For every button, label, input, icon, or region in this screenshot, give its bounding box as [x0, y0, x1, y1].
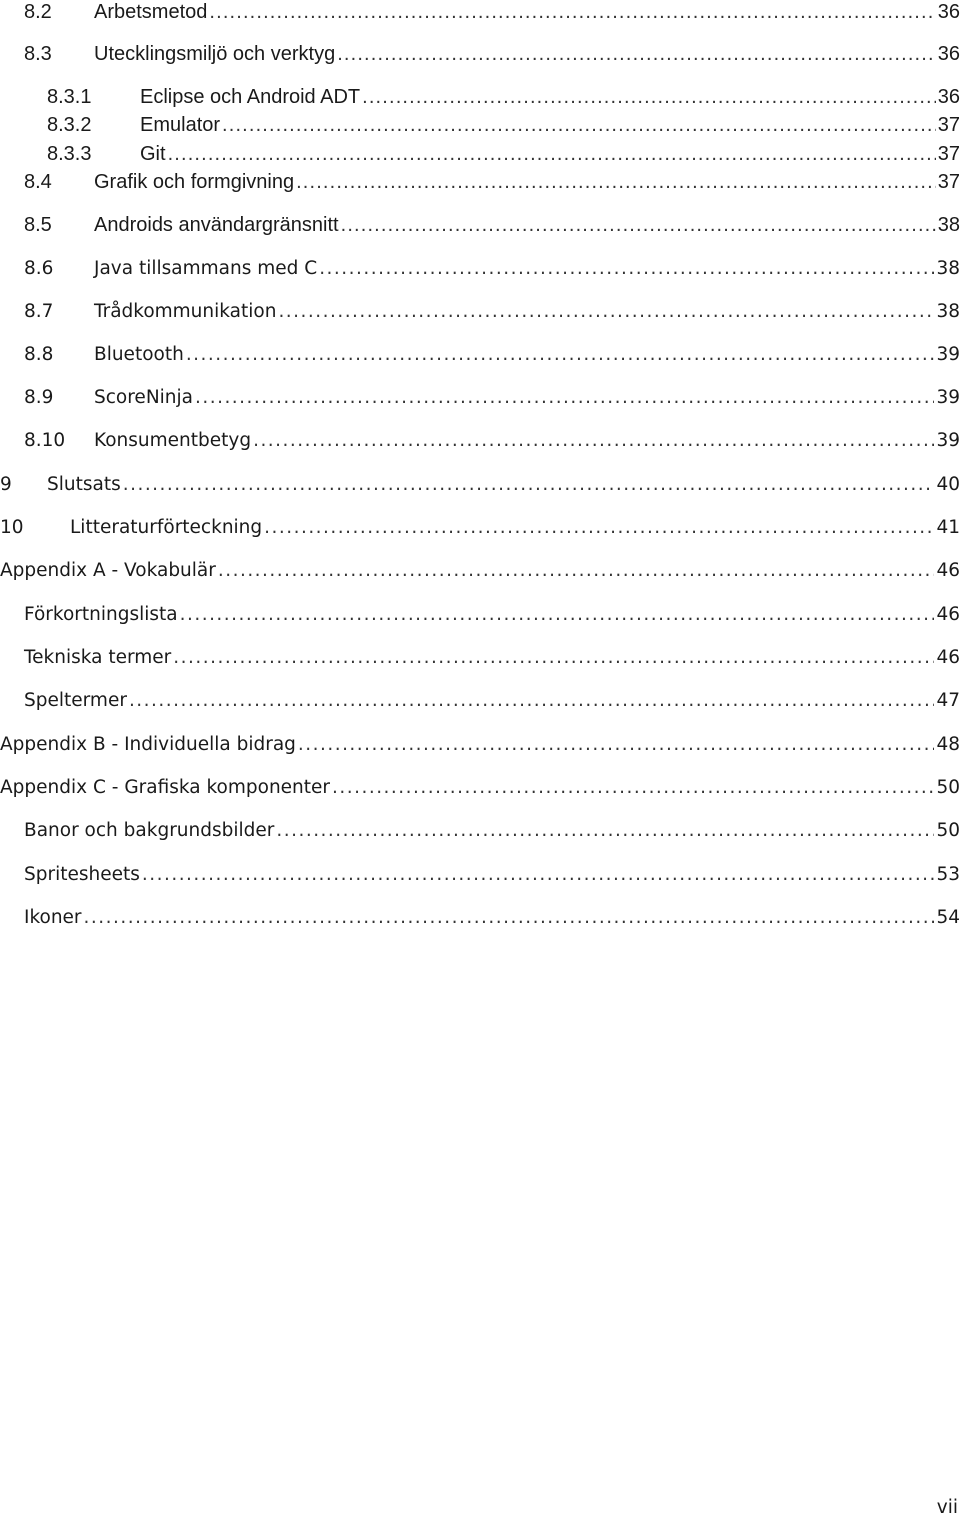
dot-leader: [276, 817, 934, 845]
toc-entry-title: Trådkommunikation: [94, 301, 277, 322]
toc-entry-page: 39: [936, 344, 960, 365]
toc-entry-title: Konsumentbetyg: [94, 430, 252, 451]
toc-entry-title: ScoreNinja: [94, 387, 193, 408]
toc-entry-page: 50: [936, 777, 960, 798]
toc-entry-appendix-b[interactable]: [0, 731, 960, 759]
toc-entry-appendix-c[interactable]: [0, 774, 960, 802]
toc-entry-title: Banor och bakgrundsbilder: [24, 820, 275, 841]
dot-leader: [180, 601, 935, 629]
toc-entry-8-2[interactable]: [0, 0, 960, 26]
toc-entry-forkortningslista[interactable]: [0, 601, 960, 629]
toc-entry-page: 48: [936, 734, 960, 755]
toc-entry-number: 8.5: [24, 214, 52, 236]
dot-leader: [319, 255, 934, 283]
toc-entry-8-9[interactable]: [0, 384, 960, 412]
dot-leader: [186, 341, 935, 369]
toc-entry-number: 8.4: [24, 171, 52, 193]
dot-leader: [168, 140, 936, 168]
toc-entry-page: 47: [936, 690, 960, 711]
toc-entry-page: 36: [937, 86, 960, 108]
toc-entry-page: 39: [936, 430, 960, 451]
toc-entry-speltermer[interactable]: [0, 687, 960, 715]
toc-entry-number: 8.7: [24, 301, 54, 322]
toc-entry-number: 9: [0, 474, 12, 495]
toc-entry-title: Appendix C - Grafiska komponenter: [0, 777, 331, 798]
toc-entry-page: 53: [936, 864, 960, 885]
page-number: vii: [936, 1497, 958, 1518]
toc-entry-title: Appendix B - Individuella bidrag: [0, 734, 296, 755]
toc-entry-page: 38: [936, 301, 960, 322]
toc-entry-8-3-3[interactable]: [0, 140, 960, 168]
toc-entry-page: 37: [937, 114, 960, 136]
toc-entry-title: Slutsats: [47, 474, 121, 495]
toc-entry-page: 46: [936, 560, 960, 581]
toc-entry-title: Speltermer: [24, 690, 127, 711]
toc-entry-title: Utecklingsmiljö och verktyg: [94, 43, 336, 65]
toc-entry-8-5[interactable]: [0, 211, 960, 239]
toc-entry-spritesheets[interactable]: [0, 861, 960, 889]
dot-leader: [296, 168, 936, 196]
toc-entry-page: 46: [936, 647, 960, 668]
toc-entry-8-4[interactable]: [0, 168, 960, 196]
toc-entry-tekniska-termer[interactable]: [0, 644, 960, 672]
toc-entry-page: 37: [937, 143, 960, 165]
dot-leader: [173, 644, 934, 672]
toc-entry-title: Tekniska termer: [24, 647, 172, 668]
toc-entry-banor[interactable]: [0, 817, 960, 845]
toc-entry-page: 41: [936, 517, 960, 538]
toc-entry-title: Spritesheets: [24, 864, 140, 885]
toc-entry-title: Appendix A - Vokabulär: [0, 560, 216, 581]
toc-entry-8-7[interactable]: [0, 298, 960, 326]
dot-leader: [209, 0, 935, 26]
dot-leader: [264, 514, 934, 542]
dot-leader: [362, 83, 936, 111]
toc-entry-title: Git: [140, 143, 166, 165]
toc-entry-page: 38: [936, 258, 960, 279]
dot-leader: [218, 557, 935, 585]
dot-leader: [253, 427, 934, 455]
toc-entry-number: 8.6: [24, 258, 54, 279]
dot-leader: [337, 40, 936, 68]
toc-entry-page: 37: [937, 171, 960, 193]
toc-entry-title: Förkortningslista: [24, 604, 178, 625]
toc-entry-title: Bluetooth: [94, 344, 184, 365]
toc-entry-8-8[interactable]: [0, 341, 960, 369]
dot-leader: [142, 861, 935, 889]
toc-entry-title: Java tillsammans med C: [94, 258, 318, 279]
toc-entry-8-6[interactable]: [0, 255, 960, 283]
toc-entry-number: 8.3: [24, 43, 52, 65]
toc-entry-number: 8.3.2: [47, 114, 92, 136]
toc-entry-appendix-a[interactable]: [0, 557, 960, 585]
dot-leader: [278, 298, 934, 326]
toc-entry-page: 50: [936, 820, 960, 841]
dot-leader: [222, 111, 936, 139]
toc-entry-number: 10: [0, 517, 24, 538]
toc-entry-number: 8.3.3: [47, 143, 92, 165]
toc-entry-page: 36: [937, 43, 960, 65]
dot-leader: [129, 687, 935, 715]
toc-entry-title: Androids användargränsnitt: [94, 214, 339, 236]
dot-leader: [332, 774, 934, 802]
toc-entry-title: Arbetsmetod: [94, 1, 208, 23]
dot-leader: [84, 904, 935, 932]
toc-entry-8-10[interactable]: [0, 427, 960, 455]
toc-entry-page: 38: [937, 214, 960, 236]
toc-entry-title: Eclipse och Android ADT: [140, 86, 361, 108]
toc-entry-page: 39: [936, 387, 960, 408]
toc-entry-title: Ikoner: [24, 907, 82, 928]
toc-entry-number: 8.2: [24, 1, 52, 23]
toc-entry-number: 8.9: [24, 387, 54, 408]
dot-leader: [341, 211, 936, 239]
toc-entry-9[interactable]: [0, 471, 960, 499]
toc-entry-ikoner[interactable]: [0, 904, 960, 932]
dot-leader: [123, 471, 935, 499]
toc-entry-8-3-1[interactable]: [0, 83, 960, 111]
toc-entry-number: 8.8: [24, 344, 54, 365]
toc-entry-number: 8.10: [24, 430, 66, 451]
toc-entry-title: Litteraturförteckning: [70, 517, 263, 538]
toc-entry-page: 36: [937, 1, 960, 23]
toc-entry-page: 40: [936, 474, 960, 495]
toc-entry-8-3-2[interactable]: [0, 111, 960, 139]
toc-entry-page: 54: [936, 907, 960, 928]
toc-entry-8-3[interactable]: [0, 40, 960, 68]
toc-entry-number: 8.3.1: [47, 86, 92, 108]
toc-entry-page: 46: [936, 604, 960, 625]
toc-entry-title: Emulator: [140, 114, 221, 136]
dot-leader: [298, 731, 935, 759]
toc-entry-10[interactable]: [0, 514, 960, 542]
dot-leader: [195, 384, 934, 412]
toc-entry-title: Grafik och formgivning: [94, 171, 295, 193]
